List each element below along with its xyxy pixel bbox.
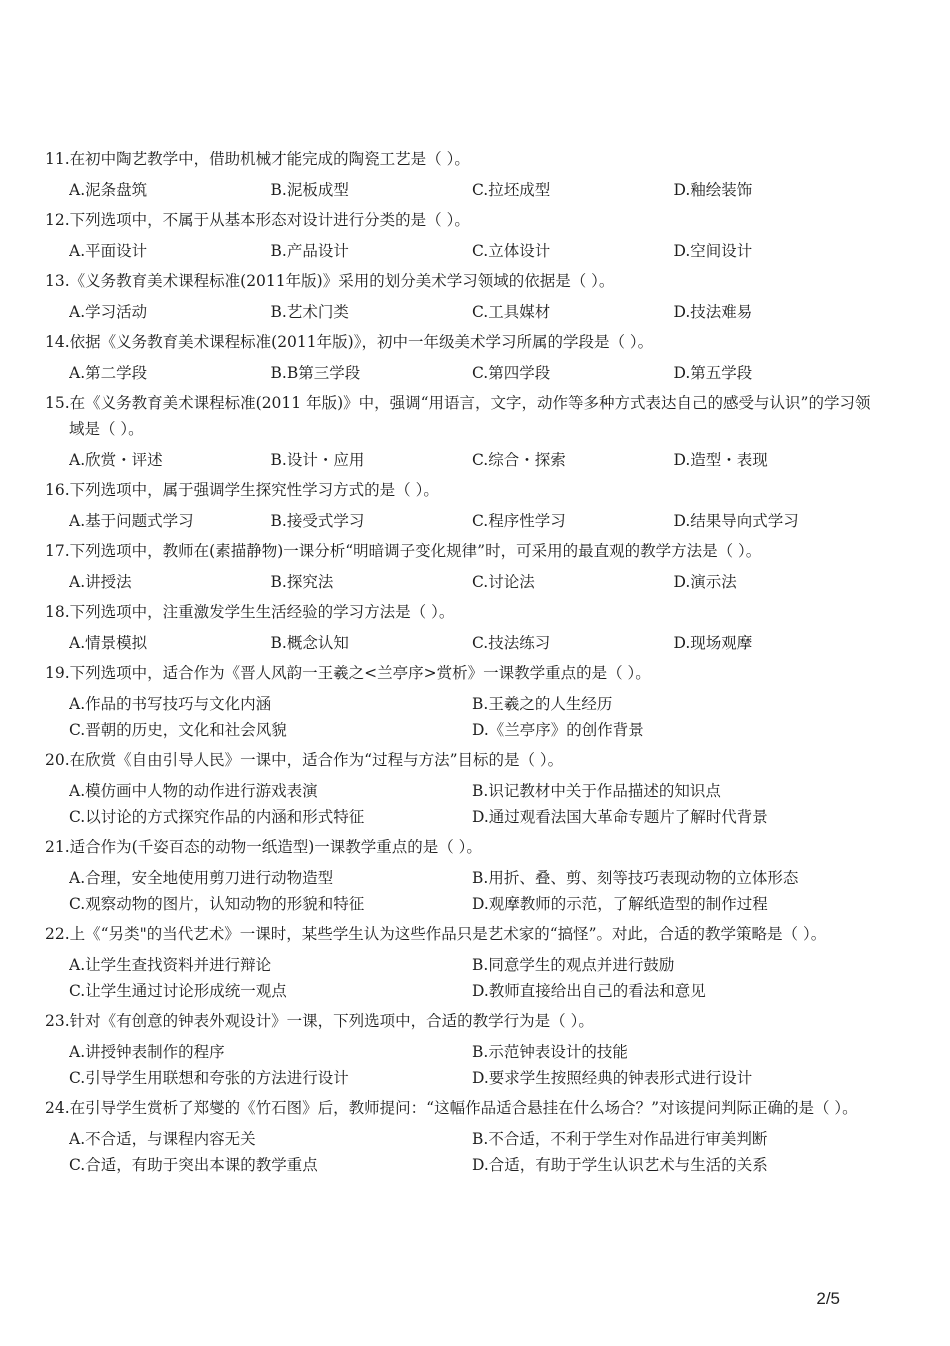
question-list [45, 146, 875, 1182]
option-a: A.平面设计 [69, 242, 148, 260]
option-a: A.模仿画中人物的动作进行游戏表演 [69, 782, 318, 800]
option-d: D.造型・表现 [673, 451, 768, 469]
option-group [69, 952, 875, 1004]
question-stem: 17.下列选项中，教师在(素描静物)一课分析“明暗调子变化规律”时，可采用的最直观的教学方法是（ ）。 [45, 542, 762, 560]
question-item [45, 1095, 875, 1178]
option-c: C.综合・探索 [472, 451, 566, 469]
option-b: B.艺术门类 [270, 303, 349, 321]
option-group [69, 177, 875, 203]
question-item [45, 660, 875, 743]
option-b: B.设计・应用 [270, 451, 365, 469]
question-item [45, 268, 875, 325]
option-d: D.《兰亭序》的创作背景 [472, 721, 644, 739]
option-group [69, 630, 875, 656]
option-c: C.程序性学习 [472, 512, 566, 530]
option-d: D.通过观看法国大革命专题片了解时代背景 [472, 808, 768, 826]
option-a: A.不合适，与课程内容无关 [69, 1130, 256, 1148]
option-d: D.技法难易 [673, 303, 753, 321]
question-stem: 21.适合作为(千姿百态的动物一纸造型)一课教学重点的是（ ）。 [45, 838, 482, 856]
option-a: A.讲授钟表制作的程序 [69, 1043, 225, 1061]
option-group [69, 299, 875, 325]
question-stem: 23.针对《有创意的钟表外观设计》一课，下列选项中，合适的教学行为是（ ）。 [45, 1012, 594, 1030]
option-c: C.合适，有助于突出本课的教学重点 [69, 1156, 318, 1174]
question-item [45, 477, 875, 534]
question-item [45, 599, 875, 656]
question-item [45, 1008, 875, 1091]
question-stem: 19.下列选项中，适合作为《晋人风韵一王羲之<兰亭序>赏析》一课教学重点的是（ ）。 [45, 664, 651, 682]
option-c: C.立体设计 [472, 242, 551, 260]
option-row [69, 177, 875, 203]
question-item [45, 207, 875, 264]
option-b: B.概念认知 [270, 634, 349, 652]
option-row [69, 1152, 875, 1178]
option-row [69, 891, 875, 917]
option-d: D.第五学段 [673, 364, 753, 382]
option-a: A.基于问题式学习 [69, 512, 194, 530]
option-row [69, 508, 875, 534]
option-group [69, 508, 875, 534]
option-c: C.工具媒材 [472, 303, 551, 321]
option-b: B.王羲之的人生经历 [472, 695, 613, 713]
option-c: C.讨论法 [472, 573, 535, 591]
option-b: B.泥板成型 [270, 181, 349, 199]
option-row [69, 630, 875, 656]
option-c: C.技法练习 [472, 634, 551, 652]
option-a: A.情景模拟 [69, 634, 148, 652]
option-row [69, 238, 875, 264]
option-a: A.第二学段 [69, 364, 148, 382]
question-item [45, 329, 875, 386]
question-item [45, 538, 875, 595]
question-item [45, 921, 875, 1004]
option-row [69, 360, 875, 386]
option-row [69, 978, 875, 1004]
option-group [69, 1126, 875, 1178]
option-b: B.接受式学习 [270, 512, 365, 530]
option-group [69, 360, 875, 386]
question-stem: 20.在欣赏《自由引导人民》一课中，适合作为“过程与方法”目标的是（ ）。 [45, 751, 564, 769]
option-row [69, 691, 875, 717]
option-c: C.第四学段 [472, 364, 551, 382]
option-a: A.讲授法 [69, 573, 132, 591]
option-row [69, 447, 875, 473]
question-stem: 12.下列选项中，不属于从基本形态对设计进行分类的是（ ）。 [45, 211, 470, 229]
option-group [69, 1039, 875, 1091]
option-b: B.探究法 [270, 573, 334, 591]
option-b: B.用折、叠、剪、刻等技巧表现动物的立体形态 [472, 869, 799, 887]
option-b: B.不合适，不利于学生对作品进行审美判断 [472, 1130, 768, 1148]
question-stem: 24.在引导学生赏析了郑燮的《竹石图》后，教师提问：“这幅作品适合悬挂在什么场合？”对该提问判际正确的是（ ）。 [45, 1099, 858, 1117]
option-row [69, 778, 875, 804]
question-item [45, 834, 875, 917]
option-c: C.拉坯成型 [472, 181, 551, 199]
question-stem: 14.依据《义务教育美术课程标准(2011年版)》，初中一年级美术学习所属的学段是（ ）。 [45, 333, 654, 351]
question-item [45, 747, 875, 830]
option-d: D.要求学生按照经典的钟表形式进行设计 [472, 1069, 753, 1087]
option-d: D.观摩教师的示范，了解纸造型的制作过程 [472, 895, 768, 913]
option-b: B.同意学生的观点并进行鼓励 [472, 956, 675, 974]
option-b: B.产品设计 [270, 242, 349, 260]
option-a: A.学习活动 [69, 303, 148, 321]
option-d: D.结果导向式学习 [673, 512, 799, 530]
option-d: D.合适，有助于学生认识艺术与生活的关系 [472, 1156, 768, 1174]
option-c: C.让学生通过讨论形成统一观点 [69, 982, 287, 1000]
option-b: B.示范钟表设计的技能 [472, 1043, 628, 1061]
option-d: D.演示法 [673, 573, 737, 591]
option-group [69, 865, 875, 917]
option-group [69, 569, 875, 595]
option-row [69, 1126, 875, 1152]
option-row [69, 299, 875, 325]
question-item [45, 146, 875, 203]
option-c: C.引导学生用联想和夸张的方法进行设计 [69, 1069, 349, 1087]
option-a: A.欣赏・评述 [69, 451, 163, 469]
option-a: A.合理，安全地使用剪刀进行动物造型 [69, 869, 334, 887]
option-row [69, 804, 875, 830]
question-stem: 16.下列选项中，属于强调学生探究性学习方式的是（ ）。 [45, 481, 439, 499]
option-group [69, 691, 875, 743]
option-a: A.让学生查找资料并进行辩论 [69, 956, 272, 974]
option-a: A.作品的书写技巧与文化内涵 [69, 695, 272, 713]
option-b: B.B第三学段 [270, 364, 361, 382]
option-row [69, 952, 875, 978]
option-d: D.教师直接给出自己的看法和意见 [472, 982, 706, 1000]
option-group [69, 447, 875, 473]
question-stem: 22.上《“另类"的当代艺术》一课时，某些学生认为这些作品只是艺术家的“搞怪”。对此，合适的教学策略是（ ）。 [45, 925, 827, 943]
option-b: B.识记教材中关于作品描述的知识点 [472, 782, 721, 800]
option-c: C.晋朝的历史，文化和社会风貌 [69, 721, 287, 739]
option-d: D.现场观摩 [673, 634, 753, 652]
page-number: 2/5 [816, 1289, 840, 1308]
option-c: C.观察动物的图片，认知动物的形貌和特征 [69, 895, 365, 913]
option-row [69, 865, 875, 891]
question-stem: 13.《义务教育美术课程标准(2011年版)》采用的划分美术学习领域的依据是（ ）。 [45, 272, 615, 290]
option-a: A.泥条盘筑 [69, 181, 148, 199]
question-stem: 11.在初中陶艺教学中，借助机械才能完成的陶瓷工艺是（ ）。 [45, 150, 470, 168]
option-d: D.釉绘装饰 [673, 181, 753, 199]
option-row [69, 717, 875, 743]
option-group [69, 238, 875, 264]
option-group [69, 778, 875, 830]
question-stem: 15.在《义务教育美术课程标准(2011 年版)》中，强调“用语言，文字，动作等多种方式表达自己的感受与认识”的学习领域是（ ）。 [45, 394, 871, 438]
question-item [45, 390, 875, 473]
option-row [69, 569, 875, 595]
option-d: D.空间设计 [673, 242, 753, 260]
option-row [69, 1039, 875, 1065]
question-stem: 18.下列选项中，注重激发学生生活经验的学习方法是（ ）。 [45, 603, 455, 621]
option-c: C.以讨论的方式探究作品的内涵和形式特征 [69, 808, 365, 826]
option-row [69, 1065, 875, 1091]
